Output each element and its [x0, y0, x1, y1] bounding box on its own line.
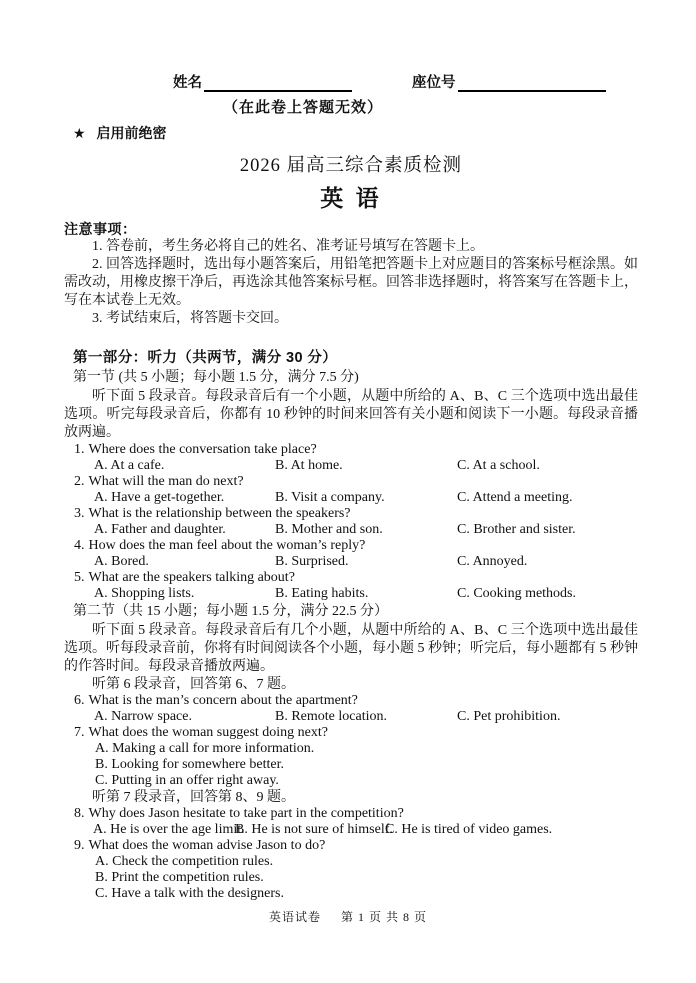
option-b: B. Mother and son.	[275, 522, 383, 537]
student-info-row	[64, 74, 638, 92]
question	[64, 693, 638, 725]
secret-line	[64, 123, 638, 143]
notes-section	[64, 220, 638, 328]
star-icon: ★	[73, 125, 86, 141]
option-b: B. At home.	[275, 458, 343, 473]
exam-title: 2026 届高三综合素质检测	[239, 156, 463, 176]
option-b: B. Surprised.	[275, 554, 349, 569]
question-text: What will the man do next?	[88, 474, 244, 489]
option-c: C. Attend a meeting.	[457, 490, 573, 505]
question	[64, 442, 638, 474]
name-field	[204, 77, 352, 92]
question-text: What are the speakers talking about?	[88, 570, 295, 585]
question	[64, 570, 638, 602]
question-number: 5.	[74, 570, 85, 585]
question-number: 8.	[74, 806, 85, 821]
option-b: B. Eating habits.	[275, 586, 369, 601]
option-b: B. Visit a company.	[275, 490, 385, 505]
invalid-notice: （在此卷上答题无效）	[223, 99, 384, 116]
option-c: C. Pet prohibition.	[457, 709, 561, 724]
note-item: 1. 答卷前，考生务必将自己的姓名、准考证号填写在答题卡上。	[92, 239, 484, 254]
name-label: 姓名	[173, 75, 202, 91]
option-c: C. Have a talk with the designers.	[95, 886, 284, 901]
option-c: C. Brother and sister.	[457, 522, 576, 537]
option-a: A. Shopping lists.	[94, 586, 195, 601]
option-c: C. At a school.	[457, 458, 540, 473]
section2-blocks	[64, 676, 638, 902]
option-a: A. Making a call for more information.	[95, 741, 315, 756]
note-item: 3. 考试结束后，将答题卡交回。	[92, 311, 288, 326]
question-text: What does the woman suggest doing next?	[88, 725, 329, 740]
question-number: 6.	[74, 693, 85, 708]
option-a: A. Narrow space.	[94, 709, 192, 724]
subject-title: 英 语	[320, 185, 382, 211]
question-number: 7.	[74, 725, 85, 740]
listening-cue: 听第 7 段录音，回答第 8、9 题。	[92, 790, 295, 805]
option-c: C. Cooking methods.	[457, 586, 577, 601]
option-c: C. Putting in an offer right away.	[95, 773, 279, 788]
section2-instructions: 听下面 5 段录音。每段录音后有几个小题，从题中所给的 A、B、C 三个选项中选出最佳选项。听每段录音前，你将有时间阅读各个小题，每小题 5 秒钟；听完后，每小题都有 5 秒钟的作答时间。每段录音播放两遍。	[64, 623, 638, 674]
question	[64, 806, 638, 838]
option-b: B. He is not sure of himself.	[235, 822, 393, 837]
question	[64, 838, 638, 902]
note-item: 2. 回答选择题时，选出每小题答案后，用铅笔把答题卡上对应题目的答案标号框涂黑。如需改动，用橡皮擦干净后，再选涂其他答案标号框。回答非选择题时，将答案写在答题卡上，写在本试卷上无效。	[64, 257, 638, 308]
section2-heading: 第二节（共 15 小题；每小题 1.5 分，满分 22.5 分）	[73, 604, 388, 619]
option-b: B. Print the competition rules.	[95, 870, 264, 885]
footer-doc-label: 英语试卷	[268, 910, 321, 924]
question-number: 4.	[74, 538, 85, 553]
section1-questions	[64, 442, 638, 602]
option-b: B. Remote location.	[275, 709, 387, 724]
question-text: How does the man feel about the woman’s reply?	[88, 538, 366, 553]
section1-instructions: 听下面 5 段录音。每段录音后有一个小题，从题中所给的 A、B、C 三个选项中选出最佳选项。听完每段录音后，你都有 10 秒钟的时间来回答有关小题和阅读下一小题。每段录音播放两遍。	[64, 389, 638, 440]
question-number: 3.	[74, 506, 85, 521]
question-text: Where does the conversation take place?	[88, 442, 317, 457]
option-a: A. At a cafe.	[94, 458, 165, 473]
listening-cue: 听第 6 段录音，回答第 6、7 题。	[92, 677, 295, 692]
footer-page-info: 第 1 页 共 8 页	[341, 910, 428, 924]
question-number: 1.	[74, 442, 85, 457]
question	[64, 538, 638, 570]
seat-label: 座位号	[412, 75, 456, 91]
question	[64, 725, 638, 789]
question-number: 9.	[74, 838, 85, 853]
question	[64, 506, 638, 538]
option-a: A. He is over the age limit.	[93, 822, 245, 837]
option-a: A. Father and daughter.	[94, 522, 226, 537]
option-c: C. Annoyed.	[457, 554, 528, 569]
question-number: 2.	[74, 474, 85, 489]
question-text: What is the relationship between the speakers?	[88, 506, 351, 521]
notes-heading: 注意事项：	[64, 221, 137, 237]
secret-label: 启用前绝密	[96, 125, 167, 141]
option-a: A. Have a get-together.	[94, 490, 225, 505]
section1-heading: 第一节 (共 5 小题；每小题 1.5 分，满分 7.5 分)	[73, 370, 359, 385]
question	[64, 474, 638, 506]
seat-field	[458, 77, 606, 92]
option-b: B. Looking for somewhere better.	[95, 757, 284, 772]
page-footer	[0, 908, 696, 925]
option-c: C. He is tired of video games.	[385, 822, 553, 837]
part1-heading: 第一部分：听力（共两节，满分 30 分）	[73, 350, 338, 366]
question-text: What is the man’s concern about the apartment?	[88, 693, 358, 708]
question-text: What does the woman advise Jason to do?	[88, 838, 326, 853]
question-text: Why does Jason hesitate to take part in the competition?	[88, 806, 404, 821]
option-a: A. Check the competition rules.	[95, 854, 274, 869]
option-a: A. Bored.	[94, 554, 149, 569]
